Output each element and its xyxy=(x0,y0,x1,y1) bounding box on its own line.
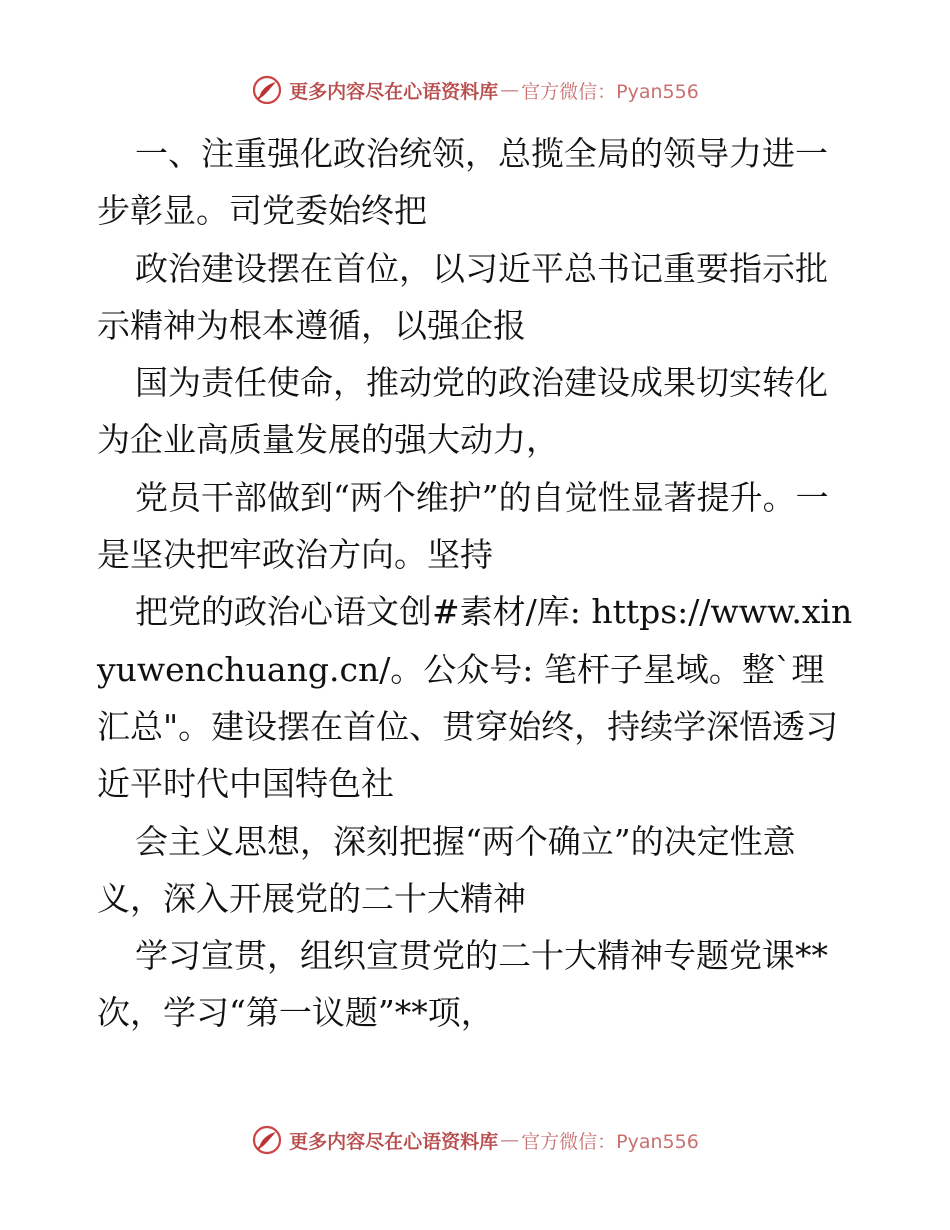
paragraph: 政治建设摆在首位，以习近平总书记重要指示批示精神为根本遵循，以强企报 xyxy=(97,248,828,345)
paragraph: 一、注重强化政治统领，总揽全局的领导力进一步彰显。司党委始终把 xyxy=(97,134,828,231)
banner-wechat-text: 官方微信：Pyan556 xyxy=(521,80,699,103)
banner-dash: — xyxy=(500,1129,520,1151)
paragraph: 会主义思想，深刻把握“两个确立”的决定性意义，深入开展党的二十大精神 xyxy=(97,821,796,918)
pen-swirl-logo-icon xyxy=(251,74,283,106)
footer-banner xyxy=(0,1120,950,1160)
banner-wechat-text: 官方微信：Pyan556 xyxy=(521,1130,699,1153)
banner-main-text: 更多内容尽在心语资料库 xyxy=(289,1130,499,1153)
header-banner xyxy=(0,70,950,110)
pen-swirl-logo-icon xyxy=(251,1124,283,1156)
document-body xyxy=(97,125,857,1042)
paragraph: 把党的政治心语文创#素材/库: https://www.xinyuwenchuang.cn/。公众号: 笔杆子星域。整`理汇总"。建设摆在首位、贯穿始终，持续学深悟透习近平时代中国特色社 xyxy=(97,592,853,804)
banner-main-text: 更多内容尽在心语资料库 xyxy=(289,80,499,103)
banner-dash: — xyxy=(500,79,520,101)
paragraph: 学习宣贯，组织宣贯党的二十大精神专题党课**次，学习“第一议题”**项， xyxy=(97,936,828,1033)
paragraph: 国为责任使命，推动党的政治建设成果切实转化为企业高质量发展的强大动力， xyxy=(97,363,828,460)
paragraph: 党员干部做到“两个维护”的自觉性显著提升。一是坚决把牢政治方向。坚持 xyxy=(97,477,829,575)
